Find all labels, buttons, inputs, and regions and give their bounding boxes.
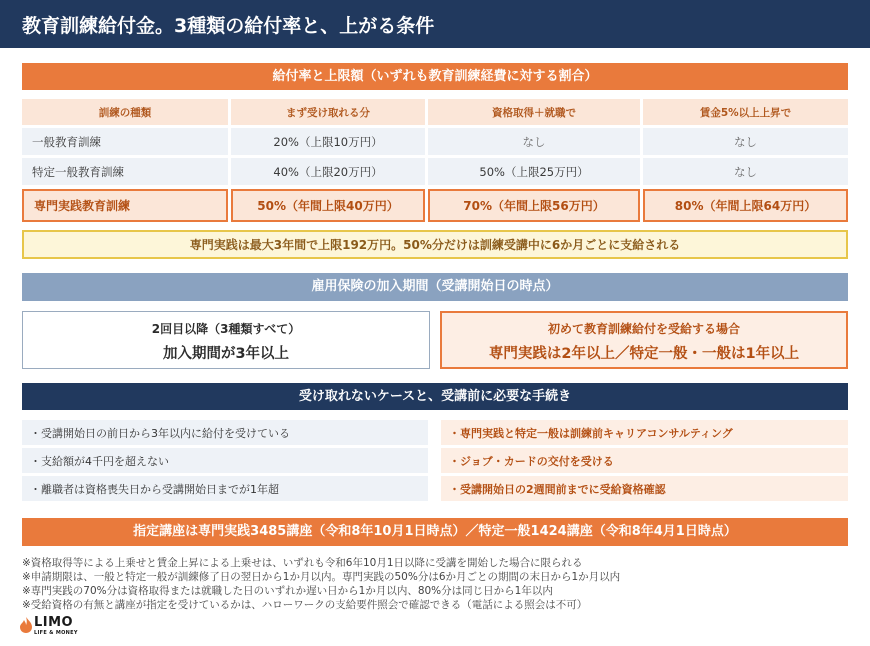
rate-section-title: 給付率と上限額（いずれも教育訓練経費に対する割合） — [22, 63, 848, 90]
header-bar — [0, 0, 870, 48]
footnote: ※申請期限は、一般と特定一般が訓練修了日の翌日から1か月以内。専門実践の50%分は6か月ごとの期間の末日から1か月以内 — [22, 571, 621, 583]
ineligible-item: ・離職者は資格喪失日から受講開始日までが1年超 — [22, 476, 428, 501]
rate-row-specific-qualification: 50%（上限25万円） — [428, 158, 640, 185]
rate-header-wage: 賃金5%以上上昇で — [643, 99, 848, 125]
footnote: ※受給資格の有無と講座が指定を受けているかは、ハローワークの支給要件照会で確認できる（電話による照会は不可） — [22, 599, 588, 611]
flame-icon — [20, 617, 32, 633]
rate-header-initial: まず受け取れる分 — [231, 99, 425, 125]
rate-row-general-initial: 20%（上限10万円） — [231, 128, 425, 155]
insurance-box-repeat-period: 加入期間が3年以上 — [162, 346, 290, 362]
ineligible-item: ・受講開始日の前日から3年以内に給付を受けている — [22, 420, 428, 445]
rate-header-type: 訓練の種類 — [22, 99, 228, 125]
rate-row-specific-type: 特定一般教育訓練 — [22, 158, 228, 185]
insurance-box-first — [440, 311, 848, 369]
procedure-item: ・ジョブ・カードの交付を受ける — [441, 448, 848, 473]
cases-section-title: 受け取れないケースと、受講前に必要な手続き — [22, 383, 848, 410]
professional-note: 専門実践は最大3年間で上限192万円。50%分だけは訓練受講中に6か月ごとに支給される — [22, 230, 848, 259]
rate-row-professional-type: 専門実践教育訓練 — [22, 189, 228, 222]
ineligible-item: ・支給額が4千円を超えない — [22, 448, 428, 473]
logo-tagline: LIFE & MONEY — [34, 630, 78, 636]
rate-row-specific-initial: 40%（上限20万円） — [231, 158, 425, 185]
insurance-box-repeat-condition: 2回目以降（3種類すべて） — [151, 322, 301, 336]
insurance-section-title: 雇用保険の加入期間（受講開始日の時点） — [22, 273, 848, 301]
insurance-box-first-condition: 初めて教育訓練給付を受給する場合 — [547, 322, 740, 336]
limo-logo — [20, 615, 80, 639]
insurance-box-repeat — [22, 311, 430, 369]
insurance-box-first-period: 専門実践は2年以上／特定一般・一般は1年以上 — [488, 346, 800, 362]
procedure-item: ・専門実践と特定一般は訓練前キャリアコンサルティング — [441, 420, 848, 445]
rate-row-general-qualification: なし — [428, 128, 640, 155]
designated-courses-bar: 指定講座は専門実践3485講座（令和8年10月1日時点）／特定一般1424講座（令和8年4月1日時点） — [22, 518, 848, 546]
footnote: ※資格取得等による上乗せと賃金上昇による上乗せは、いずれも令和6年10月1日以降に受講を開始した場合に限られる — [22, 557, 583, 569]
rate-row-specific-wage: なし — [643, 158, 848, 185]
rate-row-professional-initial: 50%（年間上限40万円） — [231, 189, 425, 222]
logo-wordmark: LIMO — [34, 615, 74, 630]
rate-row-professional-qualification: 70%（年間上限56万円） — [428, 189, 640, 222]
page-title: 教育訓練給付金。3種類の給付率と、上がる条件 — [22, 15, 435, 37]
rate-row-professional-wage: 80%（年間上限64万円） — [643, 189, 848, 222]
procedure-item: ・受講開始日の2週間前までに受給資格確認 — [441, 476, 848, 501]
rate-header-qualification: 資格取得＋就職で — [428, 99, 640, 125]
footnote: ※専門実践の70%分は資格取得または就職した日のいずれか遅い日から1か月以内、80%分は同じ日から1年以内 — [22, 585, 553, 597]
rate-row-general-wage: なし — [643, 128, 848, 155]
rate-row-general-type: 一般教育訓練 — [22, 128, 228, 155]
